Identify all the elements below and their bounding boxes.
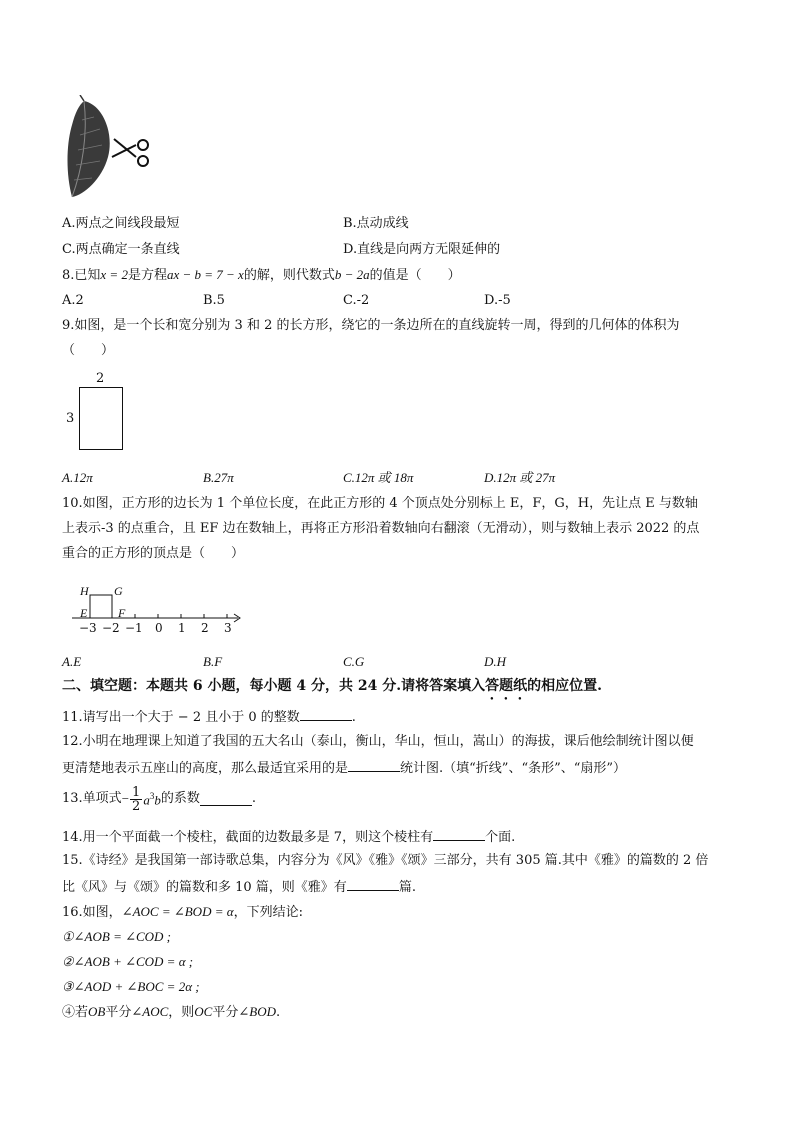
q10-tick-label: 1 — [178, 621, 186, 635]
q9-question-line1: 9.如图，是一个长和宽分别为 3 和 2 的长方形，绕它的一条边所在的直线旋转一周，得到的几何体的体积为 — [62, 318, 680, 333]
q10-label-e: E — [80, 606, 88, 620]
q15-question-line2: 比《风》与《颂》的篇数和多 10 篇，则《雅》有 篇. — [62, 880, 416, 895]
q9-option-a: A.12π — [62, 470, 93, 485]
q10-label-g: G — [114, 584, 123, 598]
q10-ticks — [90, 614, 227, 618]
q9-option-c: C.12π 或 18π — [343, 470, 414, 485]
q10-option-c: C.G — [343, 654, 365, 669]
q10-option-d: D.H — [484, 654, 507, 669]
q13-answer-blank[interactable] — [200, 793, 252, 806]
q10-tick-label: −3 — [79, 621, 97, 635]
q15-answer-blank[interactable] — [347, 878, 399, 891]
q9-fig-height-label: 3 — [66, 411, 75, 426]
q16-conclusion-1: ①∠AOB = ∠COD ; — [62, 929, 172, 944]
q10-tick-label: −2 — [102, 621, 120, 635]
q16-conclusion-4: ④若OB平分∠AOC，则OC平分∠BOD. — [62, 1004, 281, 1020]
q8-option-b: B.5 — [203, 293, 225, 308]
q16-conclusion-2: ②∠AOB + ∠COD = α ; — [62, 954, 194, 969]
q16-intro: 16.如图，∠AOC = ∠BOD = α，下列结论: — [62, 904, 303, 920]
q14-question: 14.用一个平面截一个棱柱，截面的边数最多是 7，则这个棱柱有 个面. — [62, 830, 516, 845]
q9-option-b: B.27π — [203, 470, 234, 485]
q8-option-a: A.2 — [62, 293, 84, 308]
q12-question-line2: 更清楚地表示五座山的高度，那么最适宜采用的是 统计图.（填“折线”、“条形”、“扇形”） — [62, 761, 627, 776]
section-2-heading: 二、填空题：本题共 6 小题，每小题 4 分，共 24 分.请将答案填入答题纸的相应位置. — [62, 678, 602, 694]
q10-label-f: F — [118, 606, 126, 620]
q10-option-a: A.E — [62, 654, 82, 669]
q10-option-b: B.F — [203, 654, 223, 669]
scissors-icon — [112, 139, 148, 166]
q13-fraction: $\frac{1}{2}$ — [132, 784, 141, 814]
q10-question-line1: 10.如图，正方形的边长为 1 个单位长度，在此正方形的 4 个顶点处分别标上 E，F，G，H，先让点 E 与数轴 — [62, 496, 698, 511]
q11-question: 11.请写出一个大于 − 2 且小于 0 的整数 . — [62, 710, 356, 725]
q10-question-line2: 上表示-3 的点重合，且 EF 边在数轴上，再将正方形沿着数轴向右翻滚（无滑动），则与数轴上表示 2022 的点 — [62, 521, 700, 536]
q8-option-d: D.-5 — [484, 293, 511, 308]
q7-option-c: C.两点确定一条直线 — [62, 242, 180, 257]
q9-option-d: D.12π 或 27π — [484, 470, 556, 485]
q10-label-h: H — [80, 584, 89, 598]
leaf-scissors-figure — [62, 95, 162, 200]
q10-tick-label: 2 — [201, 621, 209, 635]
q11-answer-blank[interactable] — [300, 708, 352, 721]
q8-option-c: C.-2 — [343, 293, 370, 308]
q14-answer-blank[interactable] — [433, 828, 485, 841]
q9-rectangle-figure — [79, 387, 124, 451]
q10-tick-label: 0 — [155, 621, 163, 635]
q7-option-b: B.点动成线 — [343, 216, 409, 231]
q10-tick-label: −1 — [125, 621, 143, 635]
q10-question-line3: 重合的正方形的顶点是（ ） — [62, 546, 245, 561]
q9-question-line2: （ ） — [62, 343, 115, 358]
q10-tick-label: 3 — [224, 621, 232, 635]
q13-question: 13.单项式 − $\frac{1}{2}$ $a^3b$ 的系数 . — [62, 784, 256, 814]
q16-conclusion-3: ③∠AOD + ∠BOC = 2α ; — [62, 979, 200, 994]
q12-question-line1: 12.小明在地理课上知道了我国的五大名山（泰山，衡山，华山，恒山，嵩山）的海拔，课后他绘制统计图以便 — [62, 734, 694, 749]
q7-option-d: D.直线是向两方无限延伸的 — [343, 242, 501, 257]
leaf-shape — [68, 101, 110, 197]
q7-option-a: A.两点之间线段最短 — [62, 216, 180, 231]
q10-square — [90, 595, 112, 618]
q9-fig-width-label: 2 — [96, 371, 105, 386]
q12-answer-blank[interactable] — [348, 759, 400, 772]
q15-question-line1: 15.《诗经》是我国第一部诗歌总集，内容分为《风》《雅》《颂》三部分，共有 305 篇.其中《雅》的篇数的 2 倍 — [62, 853, 709, 868]
q8-question: 8.已知x = 2是方程ax − b = 7 − x的解，则代数式b − 2a的值是（ ） — [62, 267, 461, 283]
